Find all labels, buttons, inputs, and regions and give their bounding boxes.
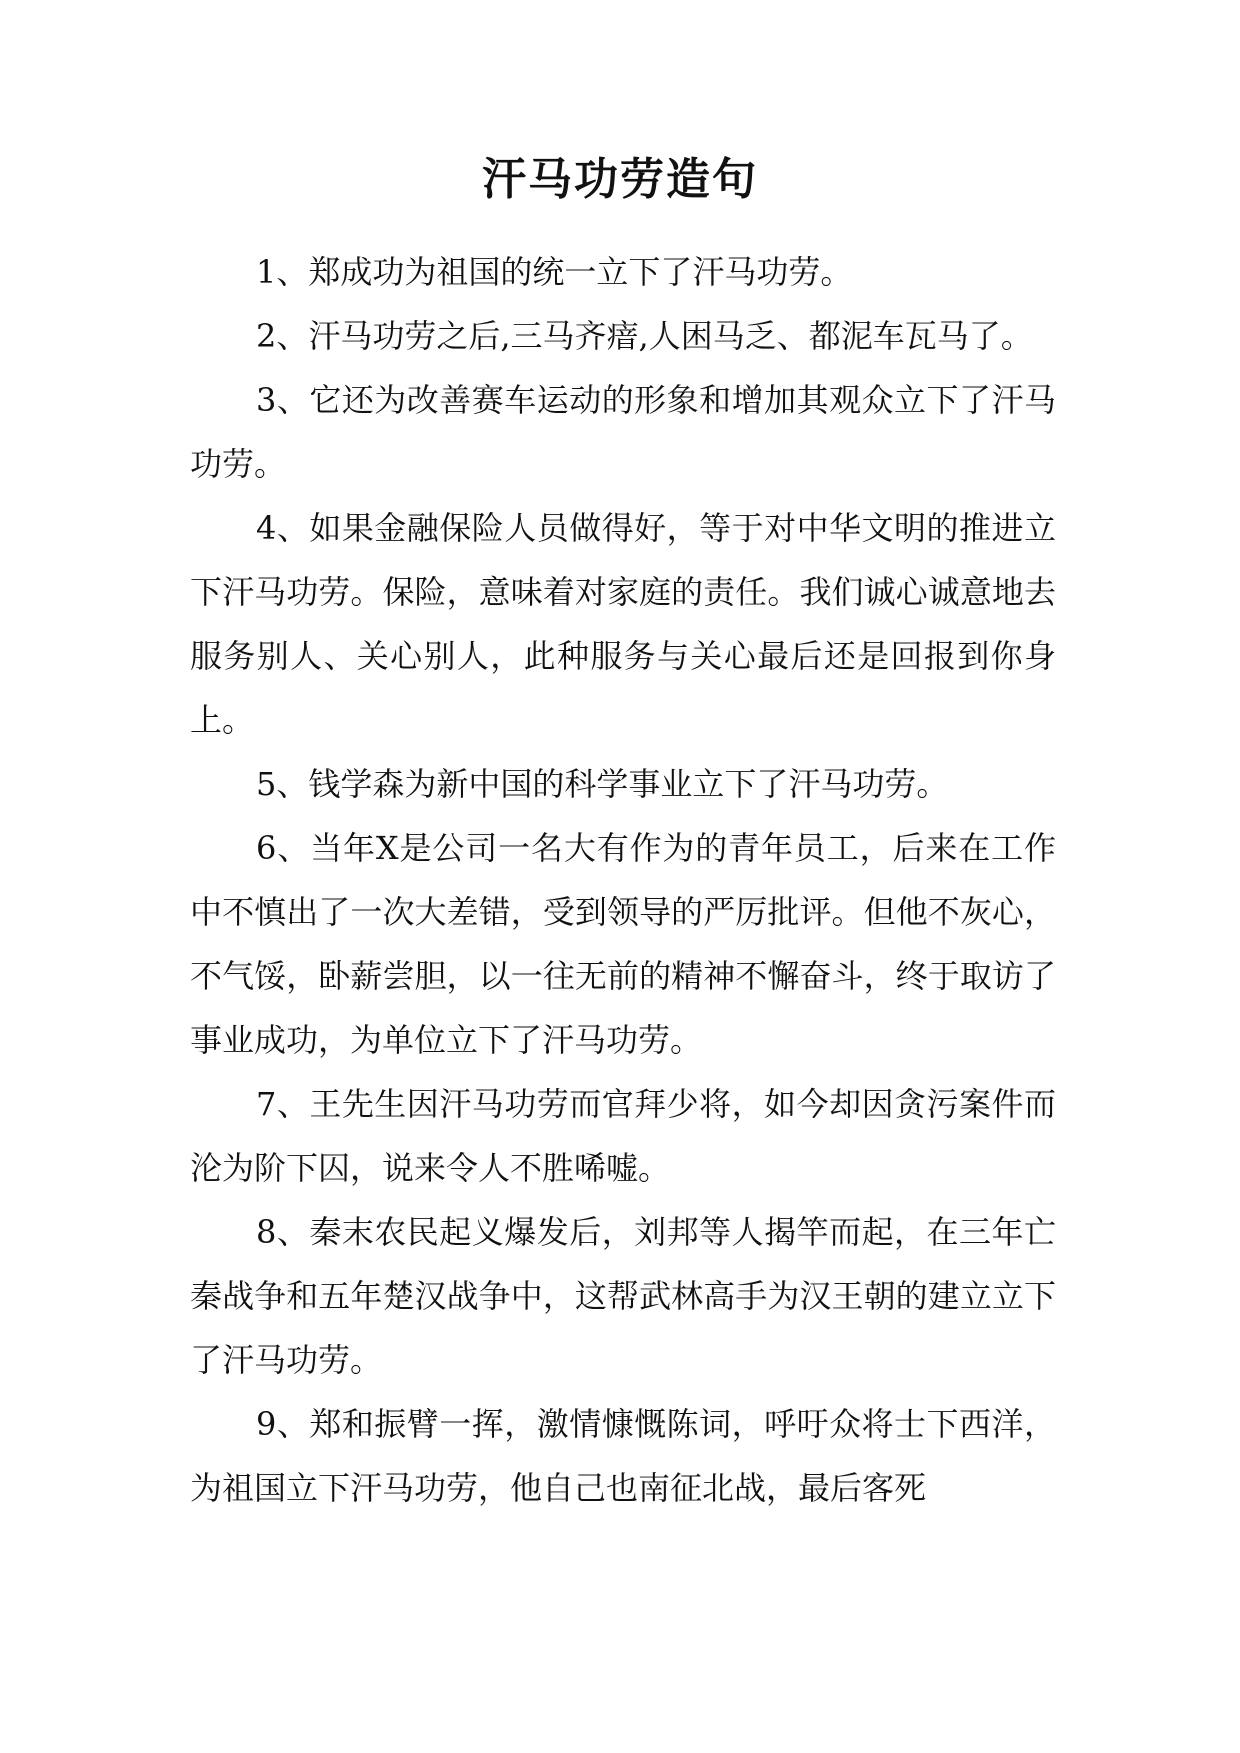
paragraph-7: 7、王先生因汗马功劳而官拜少将，如今却因贪污案件而沦为阶下囚，说来令人不胜唏嘘。 xyxy=(190,1085,1056,1187)
paragraph-5: 5、钱学森为新中国的科学事业立下了汗马功劳。 xyxy=(256,765,949,803)
paragraph-1: 1、郑成功为祖国的统一立下了汗马功劳。 xyxy=(256,253,853,291)
paragraph-3: 3、它还为改善赛车运动的形象和增加其观众立下了汗马功劳。 xyxy=(190,381,1056,483)
paragraph-6: 6、当年X是公司一名大有作为的青年员工，后来在工作中不慎出了一次大差错，受到领导的严厉批评。但他不灰心，不气馁，卧薪尝胆，以一往无前的精神不懈奋斗，终于取访了事业成功，为单位立下了汗马功劳。 xyxy=(190,829,1056,1059)
paragraph-8: 8、秦末农民起义爆发后，刘邦等人揭竿而起，在三年亡秦战争和五年楚汉战争中，这帮武林高手为汉王朝的建立立下了汗马功劳。 xyxy=(190,1213,1056,1379)
paragraph-9: 9、郑和振臂一挥，激情慷慨陈词，呼吁众将士下西洋，为祖国立下汗马功劳，他自己也南征北战，最后客死 xyxy=(190,1405,1056,1507)
document-body xyxy=(190,240,1056,1520)
page-title: 汗马功劳造句 xyxy=(482,154,758,205)
paragraph-4: 4、如果金融保险人员做得好，等于对中华文明的推进立下汗马功劳。保险，意味着对家庭的责任。我们诚心诚意地去服务别人、关心别人，此种服务与关心最后还是回报到你身上。 xyxy=(190,509,1056,739)
paragraph-2: 2、汗马功劳之后,三马齐瘖,人困马乏、都泥车瓦马了。 xyxy=(256,317,1033,355)
